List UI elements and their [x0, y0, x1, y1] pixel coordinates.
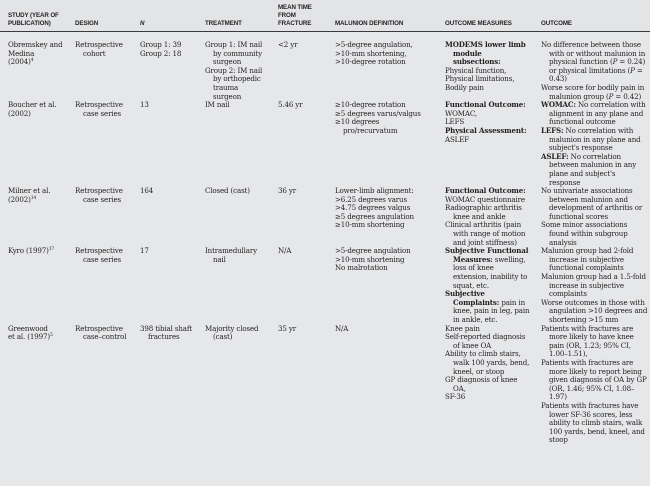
- cell-mean-time: 5.46 yr: [278, 100, 303, 110]
- p-value-symbol: P: [612, 57, 618, 67]
- cell-study: [0, 101, 67, 187]
- measure-heading: MODEMS lower limb module subsections:: [445, 40, 526, 67]
- outcome-heading: LEFS:: [541, 125, 564, 135]
- outcome-line: Patients with fractures are more likely to report being given diagnosis of OA by GP (OR, 1.46; 95% CI, 1.08–1.97): [541, 357, 647, 402]
- malunion-line: >5-degree angulation,: [335, 40, 413, 49]
- cell-mean-time: 35 yr: [278, 323, 296, 333]
- cell-outcome: [533, 101, 650, 187]
- study-line: (2002): [8, 108, 31, 118]
- cell-design: [67, 247, 132, 324]
- measure-heading: Subjective Complaints:: [445, 289, 500, 307]
- measure-line: SF-36: [445, 392, 466, 402]
- measure-line: Subjective Complaints: pain in knee, pain in leg, pain in ankle, etc.: [445, 289, 530, 324]
- measure-line: Physical limitations,: [445, 74, 515, 84]
- table-header: [0, 0, 650, 32]
- outcome-line: ASLEF: No correlation between malunion in any plane and subject's response: [541, 151, 637, 187]
- n-line: 17: [140, 246, 149, 256]
- measure-line: Radiographic arthritis knee and ankle: [445, 203, 522, 221]
- measure-line: Ability to climb stairs, walk 100 yards, bend, kneel, or stoop: [445, 349, 530, 376]
- table-row: [0, 247, 650, 324]
- measure-line: WOMAC,: [445, 108, 478, 118]
- cell-design: [67, 325, 132, 445]
- malunion-line: >10-degree rotation: [335, 57, 406, 67]
- malunion-line: ≥10-mm shortening: [335, 220, 405, 230]
- malunion-line: >4.75 degrees valgus: [335, 203, 411, 213]
- cell-treatment: [197, 325, 270, 445]
- cell-outcome-measures: [437, 325, 533, 445]
- cell-treatment: [197, 32, 270, 102]
- n-line: 164: [140, 186, 154, 196]
- outcome-line: No univariate associations between malunion and development of arthritis or functional scores: [541, 186, 643, 221]
- cell-n: [132, 187, 197, 247]
- measure-heading: Physical Assessment:: [445, 125, 527, 135]
- measure-line: Physical function,: [445, 65, 507, 75]
- outcome-line: No difference between those with or without malunion in physical function (P = 0.24) or physical limitations (P = 0.43): [541, 40, 646, 84]
- cell-study: [0, 325, 67, 445]
- cell-treatment: [197, 187, 270, 247]
- design-text: Retrospective case–control: [75, 323, 127, 342]
- cell-study: [0, 247, 67, 324]
- table-row: [0, 187, 650, 247]
- cell-treatment: [197, 247, 270, 324]
- cell-outcome-measures: [437, 247, 533, 324]
- reference-number: 5: [49, 333, 53, 339]
- measure-heading: Functional Outcome:: [445, 100, 526, 110]
- malunion-line: ≥10-degree rotation: [335, 100, 406, 110]
- header-design: DESIGN: [67, 0, 132, 32]
- malunion-line: Lower-limb alignment:: [335, 186, 414, 196]
- treatment-line: Group 2: IM nail by orthopedic trauma surgeon: [205, 65, 263, 101]
- n-line: 398 tibial shaft fractures: [140, 323, 192, 342]
- design-text: Retrospective cohort: [75, 40, 123, 58]
- cell-outcome: [533, 325, 650, 445]
- outcome-heading: WOMAC:: [541, 100, 576, 110]
- malunion-line: No malrotation: [335, 263, 388, 273]
- cell-design: [67, 187, 132, 247]
- measure-line: Bodily pain: [445, 82, 484, 92]
- measure-line: [445, 41, 531, 67]
- outcome-line: Some minor associations found within subgroup analysis: [541, 220, 628, 247]
- header-treatment: TREATMENT: [197, 0, 270, 32]
- header-malunion-definition: MALUNION DEFINITION: [327, 0, 437, 32]
- cell-n: [132, 247, 197, 324]
- measure-heading: Functional Outcome:: [445, 186, 526, 196]
- study-line: Milner et al.: [8, 186, 51, 196]
- cell-design: [67, 101, 132, 187]
- cell-n: [132, 32, 197, 102]
- study-line: Medina: [8, 48, 35, 58]
- header-n: N: [132, 0, 197, 32]
- outcome-line: Malunion group had a 1.5-fold increase in subjective complaints: [541, 272, 646, 299]
- cell-malunion-definition: [327, 32, 437, 102]
- outcome-line: WOMAC: No correlation with alignment in any plane and functional outcome: [541, 100, 646, 127]
- cell-outcome-measures: [437, 187, 533, 247]
- measure-line: WOMAC questionnaire: [445, 194, 525, 204]
- header-outcome: OUTCOME: [533, 0, 650, 32]
- table-body: [0, 32, 650, 445]
- cell-outcome-measures: [437, 32, 533, 102]
- outcome-line: Worse outcomes in those with angulation >10 degrees and shortening >15 mm: [541, 297, 648, 324]
- malunion-line: >10-mm shortening,: [335, 48, 407, 58]
- study-line: Obremskey and: [8, 40, 63, 49]
- cell-mean-time: N/A: [278, 246, 292, 256]
- treatment-line: Majority closed (cast): [205, 323, 259, 342]
- table-row: [0, 32, 650, 102]
- cell-n: [132, 325, 197, 445]
- cell-malunion-definition: [327, 247, 437, 324]
- malunion-line: >6.25 degrees varus: [335, 194, 407, 204]
- cell-mean-time: <2 yr: [278, 40, 298, 49]
- cell-outcome: [533, 247, 650, 324]
- measure-line: LEFS: [445, 117, 465, 127]
- design-text: Retrospective case series: [75, 246, 123, 264]
- study-line: Boucher et al.: [8, 100, 57, 110]
- outcome-line: LEFS: No correlation with malunion in any plane and subject's response: [541, 125, 641, 153]
- header-outcome-measures: OUTCOME MEASURES: [437, 0, 533, 32]
- cell-mean-time: 36 yr: [278, 186, 296, 196]
- cell-outcome: [533, 32, 650, 102]
- reference-number: 14: [30, 195, 37, 201]
- measure-line: ASLEF: [445, 134, 470, 144]
- measure-line: Self-reported diagnosis of knee OA: [445, 332, 526, 350]
- treatment-line: Closed (cast): [205, 186, 250, 196]
- study-line: $(2002)^{14}$: [8, 194, 37, 204]
- cell-treatment: [197, 101, 270, 187]
- outcome-line: Malunion group had 2-fold increase in subjective functional complaints: [541, 246, 634, 273]
- malunion-line: ≥5 degrees varus/valgus: [335, 108, 421, 118]
- cell-study: [0, 32, 67, 102]
- study-line: $(2004)^4$: [8, 57, 34, 67]
- n-line: Group 1: 39: [140, 40, 182, 49]
- measure-line: Clinical arthritis (pain with range of motion and joint stiffness): [445, 220, 526, 247]
- malunion-line: ≥5 degrees angulation: [335, 211, 414, 221]
- measure-line: GP diagnosis of knee OA,: [445, 375, 518, 393]
- reference-number: 17: [48, 247, 55, 253]
- cell-malunion-definition: [327, 101, 437, 187]
- cell-outcome-measures: [437, 101, 533, 187]
- table-row: [0, 325, 650, 445]
- treatment-line: Group 1: IM nail by community surgeon: [205, 40, 263, 67]
- n-line: Group 2: 18: [140, 48, 182, 58]
- p-value-symbol: P: [608, 91, 614, 101]
- study-line: Greenwood: [8, 323, 48, 333]
- outcome-line: Patients with fractures have lower SF-36 scores, less ability to climb stairs, walk 100 yards, bend, kneel, and stoop: [541, 400, 645, 445]
- header-study: STUDY (YEAR OF PUBLICATION): [0, 0, 67, 32]
- measure-line: Subjective Functional Measures: swelling, loss of knee extension, inability to squat, etc.: [445, 246, 529, 290]
- malunion-line: ≥10 degrees pro/recurvatum: [335, 117, 398, 135]
- outcome-line: Patients with fractures are more likely to have knee pain (OR, 1.23; 95% CI, 1.00–1.51),: [541, 323, 634, 359]
- design-text: Retrospective case series: [75, 100, 123, 118]
- cell-outcome: [533, 187, 650, 247]
- n-line: 13: [140, 100, 149, 110]
- reference-number: 4: [30, 58, 34, 64]
- cell-malunion-definition: [327, 187, 437, 247]
- p-value-symbol: P: [630, 65, 635, 75]
- measure-line: Knee pain: [445, 323, 480, 333]
- study-line: Kyro $(1997)^{17}$: [8, 246, 55, 256]
- treatment-line: Intramedullary nail: [205, 246, 257, 264]
- cell-study: [0, 187, 67, 247]
- malunion-line: >10-mm shortening: [335, 254, 405, 264]
- outcome-heading: ASLEF:: [541, 151, 569, 161]
- cell-malunion-definition: [327, 325, 437, 445]
- malunion-line: N/A: [335, 323, 349, 333]
- design-text: Retrospective case series: [75, 186, 123, 204]
- cell-n: [132, 101, 197, 187]
- outcome-line: Worse score for bodily pain in malunion group (P = 0.42): [541, 82, 645, 101]
- malunion-line: >5-degree angulation: [335, 246, 411, 256]
- header-mean-time: MEAN TIME FROM FRACTURE: [270, 0, 327, 32]
- study-line: et al. $(1997)^5$: [8, 332, 53, 342]
- cell-design: [67, 32, 132, 102]
- measure-heading: Subjective Functional Measures:: [445, 246, 529, 264]
- treatment-line: IM nail: [205, 100, 230, 110]
- table-row: [0, 101, 650, 187]
